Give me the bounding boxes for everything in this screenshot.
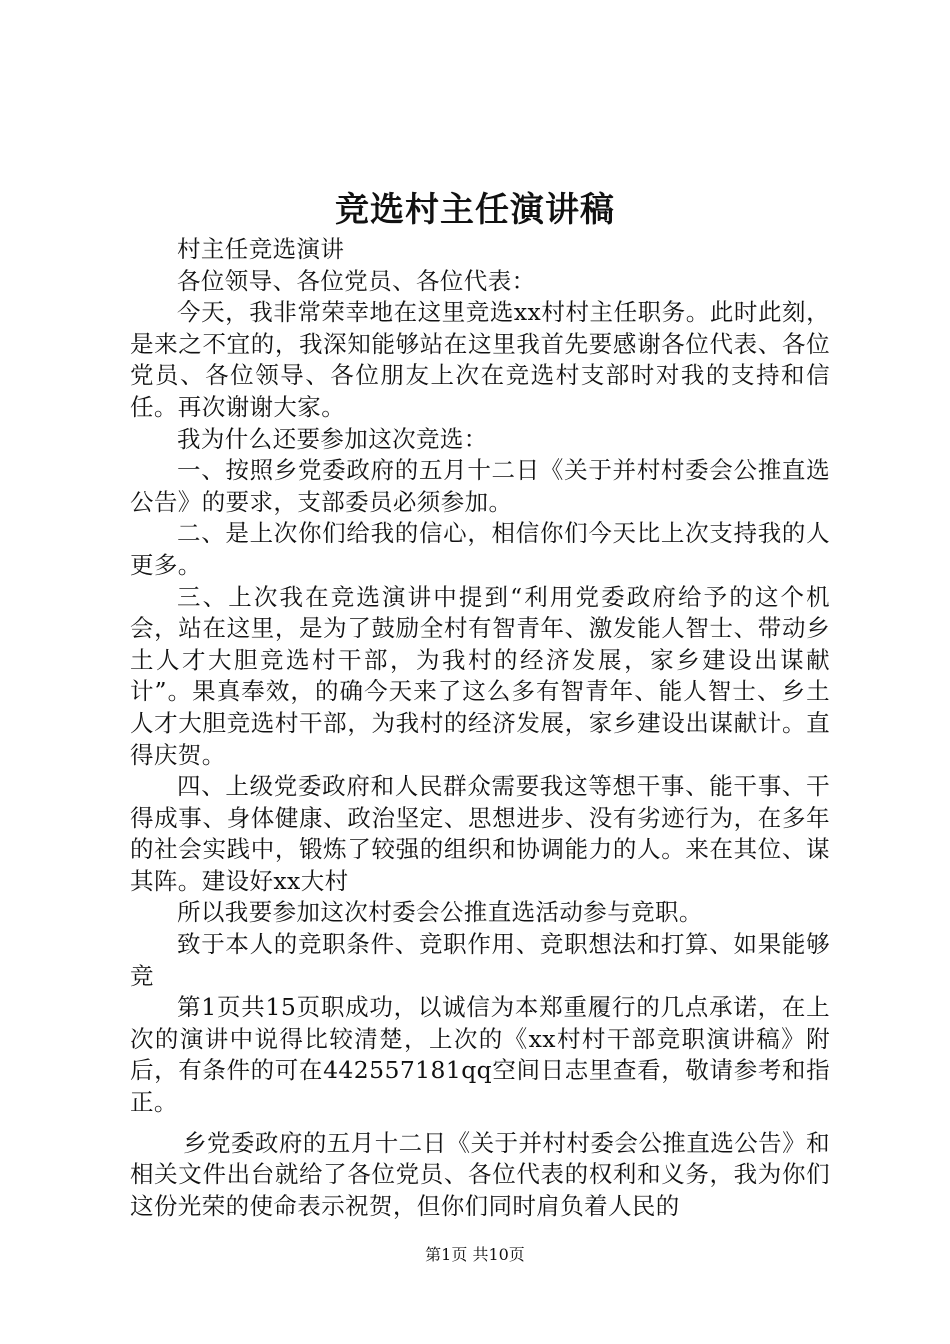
paragraph: 我为什么还要参加这次竞选： (177, 424, 488, 453)
paragraph-salutation: 各位领导、各位党员、各位代表： (177, 266, 536, 295)
paragraph: 今天，我非常荣幸地在这里竞选xx村村主任职务。此时此刻，是来之不宜的，我深知能够站在这里我首先要感谢各位代表、各位党员、各位领导、各位朋友上次在竞选村支部时对我的支持和信任。再次谢谢大家。 (130, 298, 830, 421)
paragraph: 三、上次我在竞选演讲中提到“利用党委政府给予的这个机会，站在这里，是为了鼓励全村有智青年、激发能人智士、带动乡土人才大胆竞选村干部，为我村的经济发展，家乡建设出谋献计”。果真奉效，的确今天来了这么多有智青年、能人智士、乡土人才大胆竞选村干部，为我村的经济发展，家乡建设出谋献计。直得庆贺。 (130, 582, 830, 769)
paragraph: 致于本人的竞职条件、竞职作用、竞职想法和打算、如果能够竞 (130, 930, 830, 990)
document-body (130, 234, 830, 1222)
document-title: 竞选村主任演讲稿 (335, 190, 615, 230)
paragraph: 二、是上次你们给我的信心，相信你们今天比上次支持我的人更多。 (130, 519, 830, 579)
paragraph: 乡党委政府的五月十二日《关于并村村委会公推直选公告》和相关文件出台就给了各位党员、各位代表的权利和义务，我为你们这份光荣的使命表示祝贺，但你们同时肩负着人民的 (130, 1128, 830, 1220)
paragraph: 一、按照乡党委政府的五月十二日《关于并村村委会公推直选公告》的要求，支部委员必须参加。 (130, 456, 830, 516)
paragraph-heading: 村主任竞选演讲 (177, 235, 345, 263)
paragraph: 四、上级党委政府和人民群众需要我这等想干事、能干事、干得成事、身体健康、政治坚定、思想进步、没有劣迹行为，在多年的社会实践中，锻炼了较强的组织和协调能力的人。来在其位、谋其阵。建设好xx大村 (130, 772, 830, 895)
paragraph: 第1页共15页职成功，以诚信为本郑重履行的几点承诺，在上次的演讲中说得比较清楚，上次的《xx村村干部竞职演讲稿》附后，有条件的可在442557181qq空间日志里查看，敬请参考和指正。 (130, 993, 830, 1117)
paragraph: 所以我要参加这次村委会公推直选活动参与竞职。 (177, 898, 703, 927)
page-footer: 第1页 共10页 (425, 1245, 525, 1264)
